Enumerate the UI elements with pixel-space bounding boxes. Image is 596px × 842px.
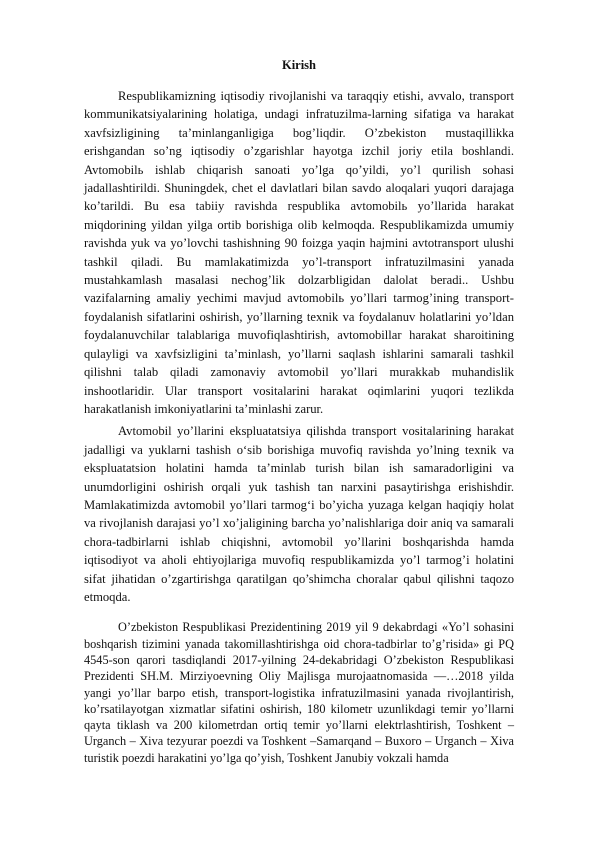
document-page	[84, 58, 514, 766]
paragraph-1: Respublikamizning iqtisodiy rivojlanishi va taraqqiy etishi, avvalo, transport kommunikatsiyalarining holatiga, undagi infratuzilma-larning sifatiga va harakat xavfsizligining ta’minlanganligiga bog’liqdir. O’zbekiston mustaqillikka erishgandan so’ng iqtisodiy o’zgarishlar hayotga izchil joriy etila boshlandi. Avtomobilь ishlab chiqarish sanoati yo’lga qo’yildi, yo’l qurilish sohasi jadallashtirildi. Shuningdek, chet el davlatlari bilan savdo aloqalari yuqori darajaga ko’tarildi. Bu esa tabiiy ravishda respublika avtomobilь yo’llarida harakat miqdorining yildan yilga ortib borishiga olib kelmoqda. Respublikamizda umumiy ravishda yuk va yo’lovchi tashishning 90 foizga yaqin hajmini avtotransport ulushi tashkil qiladi. Bu mamlakatimizda yo’l-transport infratuzilmasini yanada mustahkamlash masalasi nechog’lik dolzarbligidan dalolat beradi.. Ushbu vazifalarning amaliy yechimi mavjud avtomobilь yo’llari tarmog’ining transport-foydalanish sifatlarini oshirish, yo’llarning texnik va foydalanuv holatlarini yo’ldan foydalanuvchilar talablariga muvofiqlashtirish, avtomobillar harakat sharoitining qulayligi va xavfsizligini ta’minlash, yo’llarni saqlash ishlarini samarali tashkil qilishni talab qiladi zamonaviy avtomobil yo’llari murakkab muhandislik inshootlaridir. Ular transport vositalarini harakat oqimlarini yuqori tezlikda harakatlanish imkoniyatlarini ta’minlashi zarur.	[84, 89, 514, 416]
page-title: Kirish	[281, 58, 317, 72]
paragraph-2: Avtomobil yo’llarini ekspluatatsiya qilishda transport vositalarining harakat jadalligi va yuklarni tashish o‘sib borishiga muvofiq ravishda yo’lning texnik va ekspluatatsion holatini hamda ta’minlab turish bilan ish samaradorligini va unumdorligini oshirish orqali yuk tashish tan narxini pasaytirishga erishishdir. Mamlakatimizda avtomobil yo’llari tarmog‘i bo’yicha yuzaga kelgan haqiqiy holat va rivojlanish darajasi yo’l xo’jaligining barcha yo’nalishlariga doir aniq va samarali chora-tadbirlarni ishlab chiqishni, avtomobil yo’llarini boshqarishda hamda iqtisodiyot va aholi ehtiyojlariga muvofiq respublikamizda yo’l tarmog’i holatini sifat jihatidan o’zgartirishga qaratilgan qo’shimcha choralar qabul qilishni taqozo etmoqda.	[84, 424, 514, 604]
paragraph-3: O’zbekiston Respublikasi Prezidentining 2019 yil 9 dekabrdagi «Yo’l sohasini boshqarish tizimini yanada takomillashtirishga oid chora-tadbirlar to’g’risida» gi PQ 4545-son qarori tasdiqlandi 2017-yilning 24-dekabridagi O’zbekiston Respublikasi Prezidenti SH.M. Mirziyoevning Oliy Majlisga murojaatnomasida ―…2018 yilda yangi yo’llar barpo etish, transport-logistika infratuzilmasini yanada rivojlantirish, ko’rsatilayotgan xizmatlar sifatini oshirish, 180 kilometr uzunlikdagi temir yo’llarni qayta tiklash va 200 kilometrdan ortiq temir yo’llarni elektrlashtirish, Toshkent – Urganch – Xiva tezyurar poezdi va Toshkent –Samarqand – Buxoro – Urganch – Xiva turistik poezdi harakatini yo’lga qo’yish, Toshkent Janubiy vokzali hamda	[84, 620, 514, 765]
